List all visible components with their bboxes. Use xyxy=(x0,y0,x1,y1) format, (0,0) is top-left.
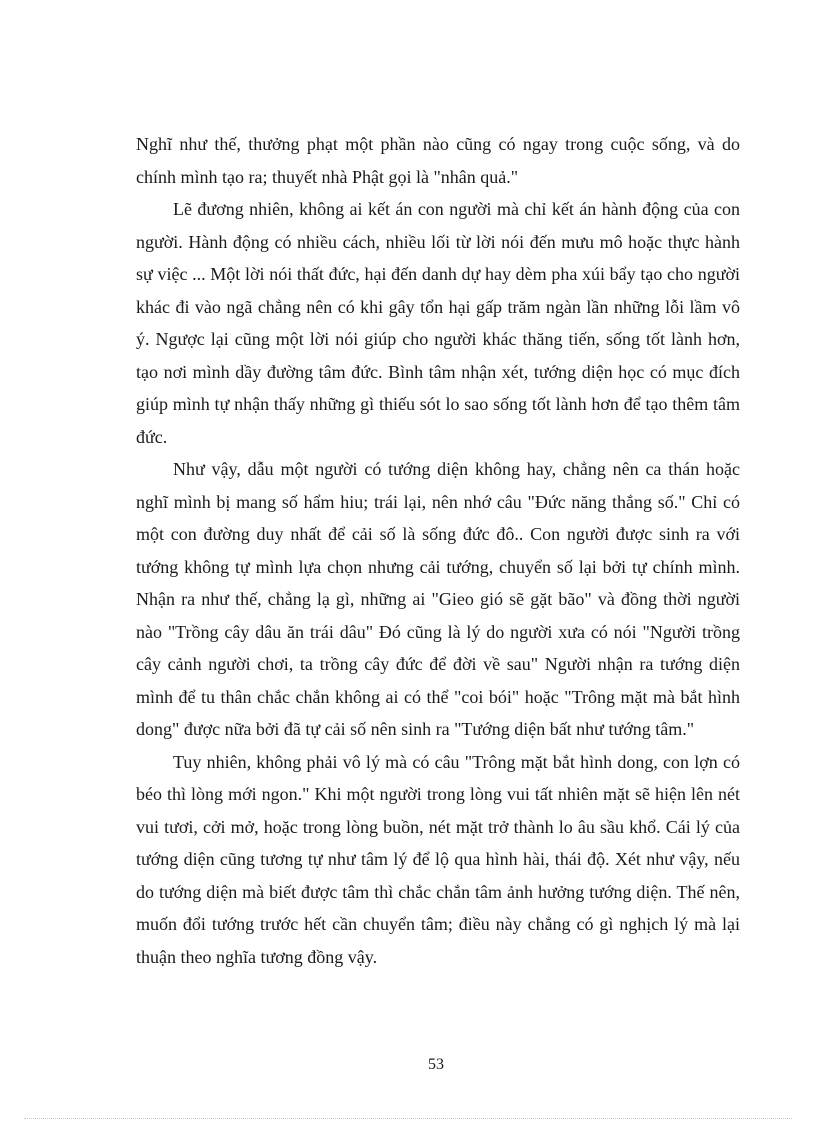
paragraph: Tuy nhiên, không phải vô lý mà có câu "Trông mặt bắt hình dong, con lợn có béo thì lòng mới ngon." Khi một người trong lòng vui tất nhiên mặt sẽ hiện lên nét vui tươi, cởi mở, hoặc trong lòng buồn, nét mặt trở thành lo âu sầu khổ. Cái lý của tướng diện cũng tương tự như tâm lý để lộ qua hình hài, thái độ. Xét như vậy, nếu do tướng diện mà biết được tâm thì chắc chắn tâm ảnh hưởng tướng diện. Thế nên, muốn đổi tướng trước hết cần chuyển tâm; điều này chẳng có gì nghịch lý mà lại thuận theo nghĩa tương đồng vậy. xyxy=(136,751,740,967)
paragraph-continuation: Nghĩ như thế, thưởng phạt một phần nào cũng có ngay trong cuộc sống, và do chính mình tạo ra; thuyết nhà Phật gọi là "nhân quả." xyxy=(136,134,740,187)
paragraph: Như vậy, dẫu một người có tướng diện không hay, chẳng nên ca thán hoặc nghĩ mình bị mang số hẩm hiu; trái lại, nên nhớ câu "Đức năng thắng số." Chỉ có một con đường duy nhất để cải số là sống đức đô.. Con người được sinh ra với tướng không tự mình lựa chọn nhưng cải tướng, chuyển số lại bởi tự chính mình. Nhận ra như thế, chẳng lạ gì, những ai "Gieo gió sẽ gặt bão" và đồng thời người nào "Trồng cây dâu ăn trái dâu" Đó cũng là lý do người xưa có nói "Người trồng cây cảnh người chơi, ta trồng cây đức để đời về sau" Người nhận ra tướng diện mình để tu thân chắc chắn không ai có thể "coi bói" hoặc "Trông mặt mà bắt hình dong" được nữa bởi đã tự cải số nên sinh ra "Tướng diện bất như tướng tâm." xyxy=(136,459,740,739)
page-bottom-divider xyxy=(24,1118,792,1119)
paragraph: Lẽ đương nhiên, không ai kết án con người mà chỉ kết án hành động của con người. Hành động có nhiều cách, nhiều lối từ lời nói đến mưu mô hoặc thực hành sự việc ... Một lời nói thất đức, hại đến danh dự hay dèm pha xúi bẩy tạo cho người khác đi vào ngã chẳng nên có khi gây tổn hại gấp trăm ngàn lần những lỗi lầm vô ý. Ngược lại cũng một lời nói giúp cho người khác thăng tiến, sống tốt lành hơn, tạo nơi mình dầy đường tâm đức. Bình tâm nhận xét, tướng diện học có mục đích giúp mình tự nhận thấy những gì thiếu sót lo sao sống tốt lành hơn để tạo thêm tâm đức. xyxy=(136,199,740,447)
page-number: 53 xyxy=(428,1056,444,1073)
body-text xyxy=(136,128,740,973)
